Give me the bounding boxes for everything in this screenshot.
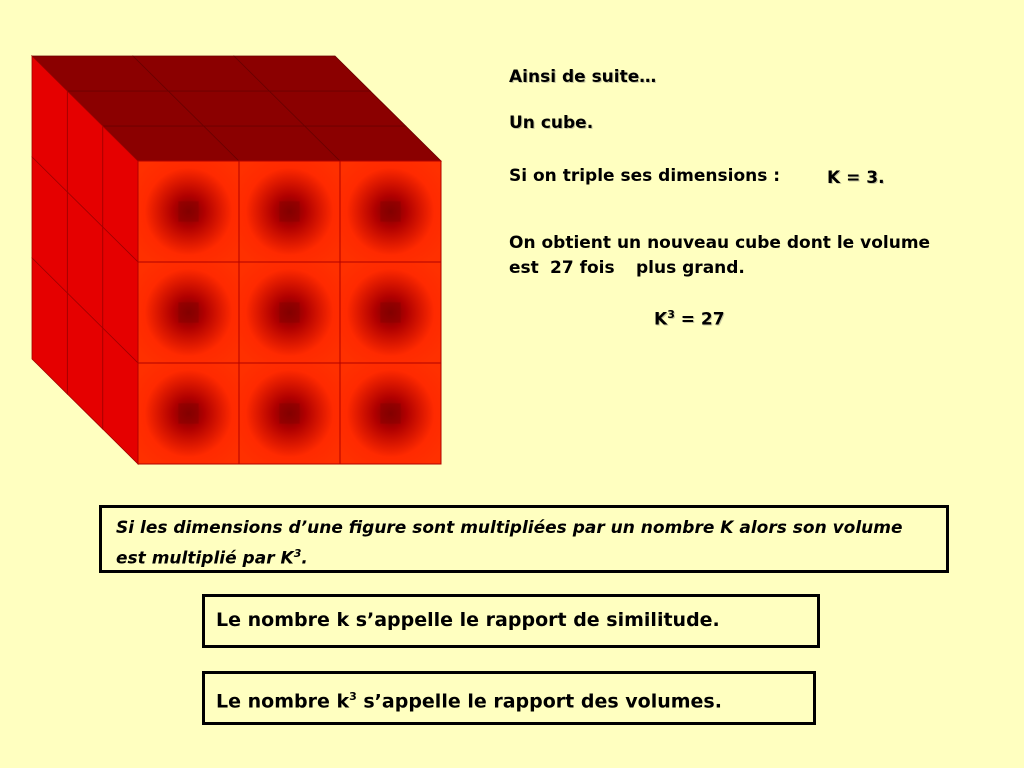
cube-cell-center bbox=[178, 201, 198, 221]
cube-cell-center bbox=[279, 201, 299, 221]
k-cubed-exponent: 3 bbox=[667, 308, 675, 321]
cube-cell-center bbox=[279, 302, 299, 322]
triple-text: Si on triple ses dimensions : bbox=[509, 166, 781, 186]
similitude-box bbox=[202, 594, 820, 648]
subheading: Un cube. bbox=[509, 113, 594, 133]
cube-cell-center bbox=[279, 403, 299, 423]
volume-prefix: Le nombre k bbox=[216, 690, 350, 713]
k-cubed-result: = 27 bbox=[674, 309, 725, 330]
result-est: est bbox=[509, 258, 539, 278]
k-value: K = 3. bbox=[827, 168, 885, 188]
cube-cell-center bbox=[380, 302, 400, 322]
k-cubed-base: K bbox=[654, 309, 668, 330]
cube-cell-center bbox=[380, 403, 400, 423]
result-line-1: On obtient un nouveau cube dont le volume bbox=[509, 233, 931, 253]
k-cubed-equation bbox=[654, 308, 725, 330]
volume-box bbox=[202, 671, 816, 725]
cube-cell-center bbox=[380, 201, 400, 221]
similitude-text: Le nombre k s’appelle le rapport de similitude. bbox=[216, 609, 720, 631]
rule-end: . bbox=[301, 548, 308, 569]
result-factor: 27 fois bbox=[550, 258, 615, 278]
rule-text: Si les dimensions d’une figure sont multipliées par un nombre K alors son volume est multiplié par K bbox=[116, 518, 903, 569]
cube-cell-center bbox=[178, 403, 198, 423]
volume-exponent: 3 bbox=[349, 690, 357, 703]
result-end: plus grand. bbox=[636, 258, 745, 278]
rule-exponent: 3 bbox=[293, 547, 302, 560]
cube-front-face bbox=[138, 161, 441, 464]
cube-figure bbox=[30, 55, 442, 467]
cube-cell-center bbox=[178, 302, 198, 322]
heading: Ainsi de suite… bbox=[509, 67, 657, 87]
rule-box bbox=[99, 505, 949, 573]
volume-suffix: s’appelle le rapport des volumes. bbox=[356, 690, 722, 713]
